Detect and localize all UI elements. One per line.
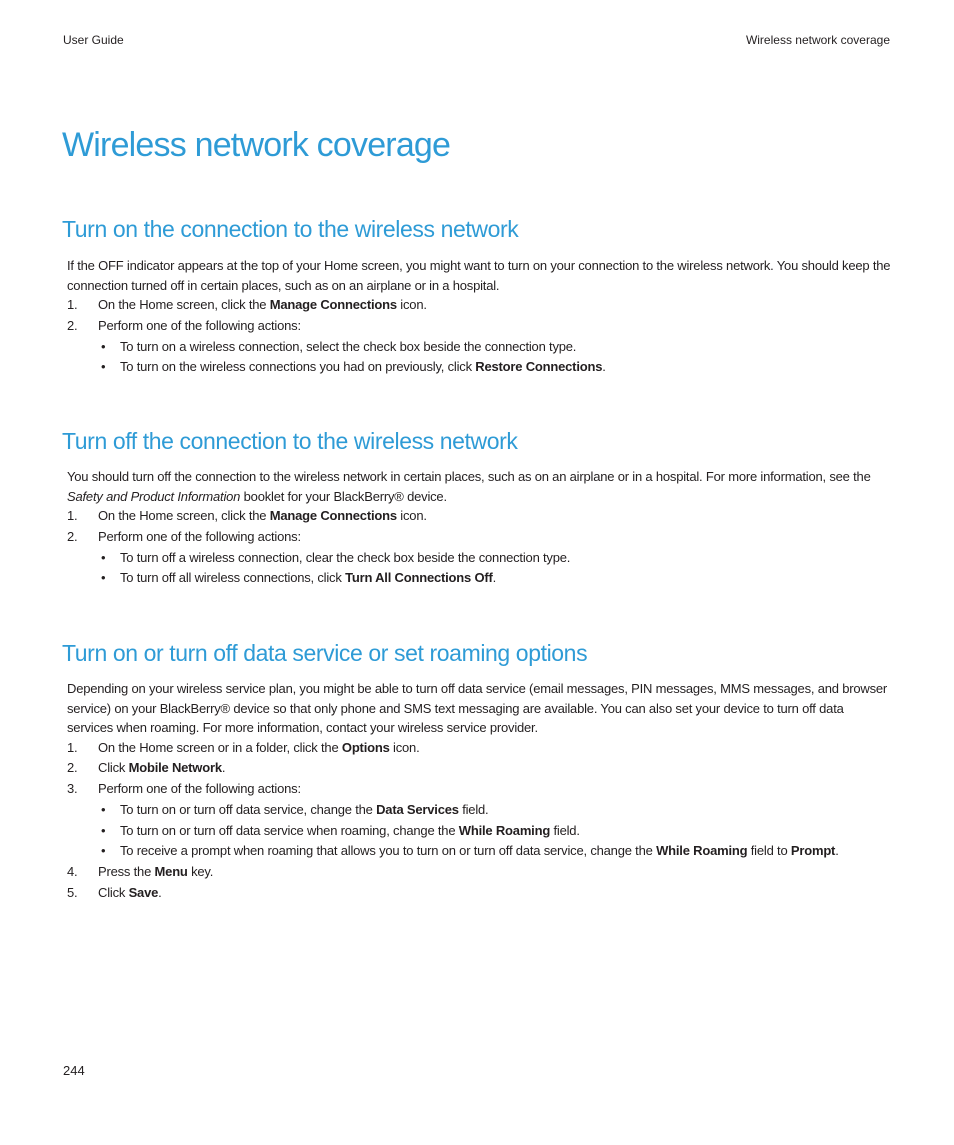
step-text [98,740,420,755]
step-text [98,297,427,312]
body-text: On the Home screen, click the [98,297,270,312]
document-title-text: Safety and Product Information [67,488,241,504]
step-text [98,885,162,900]
step-item [67,506,892,527]
step-number: 1. [67,739,78,755]
step-text [98,781,301,796]
bullet-list [98,548,892,590]
bullet-item [98,800,892,821]
step-number: 1. [67,508,78,523]
body-text: booklet for your BlackBerry® device. [240,488,447,504]
step-number: 2. [67,528,78,544]
body-text: field to [747,843,791,859]
step-list [62,295,892,378]
section-data-service-roaming [62,639,892,904]
step-item [67,738,892,759]
ui-label-text: Mobile Network [128,760,222,776]
page-title: Wireless network coverage [62,126,451,164]
ui-label-text: Restore Connections [475,359,603,375]
bullet-icon: • [101,822,106,838]
step-number: 4. [67,864,78,880]
step-text [98,508,427,523]
body-text: On the Home screen or in a folder, click the [98,739,342,755]
ui-label-text: Manage Connections [269,297,397,312]
body-text: To turn off all wireless connections, click [120,570,346,586]
section-turn-on-connection [62,215,892,378]
body-text: . [602,359,606,375]
step-item [67,527,892,589]
step-text [98,864,213,879]
section-heading: Turn off the connection to the wireless network [62,428,518,454]
body-text: On the Home screen, click the [98,508,270,523]
step-item [67,316,892,378]
bullet-icon: • [101,801,106,817]
body-text: . [492,570,497,586]
bullet-icon: • [101,843,106,859]
step-number: 3. [67,781,78,797]
bullet-icon: • [101,549,106,565]
body-text: If the OFF indicator appears at the top of your Home screen, you might want to turn on your connection to the wireless network. You should keep the connection turned off in certain places, such as on an airplane or in a hospital. [67,258,891,293]
bullet-icon: • [101,570,106,586]
step-text [98,760,225,775]
step-list [62,506,892,589]
step-number: 2. [67,317,78,333]
bullet-list [98,337,892,379]
body-text: field. [458,801,489,817]
bullet-item [98,821,892,842]
body-text: To turn on or turn off data service when roaming, change the [120,822,459,838]
section-intro [67,256,892,295]
step-number: 5. [67,885,78,901]
step-item [67,758,892,779]
body-text: . [158,885,162,901]
step-item [67,779,892,862]
body-text: icon. [396,508,427,523]
ui-label-text: Prompt [790,843,836,859]
ui-label-text: While Roaming [458,822,551,838]
step-list [62,738,892,904]
body-text: To turn off a wireless connection, clear the check box beside the connection type. [120,549,571,565]
step-text [98,529,301,544]
body-text: Perform one of the following actions: [98,317,301,333]
bullet-icon: • [101,338,106,354]
body-text: key. [187,864,214,880]
ui-label-text: Manage Connections [269,508,397,523]
section-heading: Turn on the connection to the wireless network [62,216,519,242]
body-text: To turn on a wireless connection, select the check box beside the connection type. [120,338,577,354]
body-text: icon. [396,297,427,312]
bullet-item [98,568,892,589]
body-text: To turn on or turn off data service, change the [120,801,377,817]
body-text: Press the [98,864,155,880]
page-number: 244 [63,1063,85,1078]
body-text: To receive a prompt when roaming that allows you to turn on or turn off data service, change the [120,843,657,859]
body-text: Perform one of the following actions: [98,528,301,544]
ui-label-text: Data Services [376,801,459,817]
section-turn-off-connection [62,427,892,589]
section-intro [67,679,892,738]
body-text: Perform one of the following actions: [98,781,301,797]
step-item [67,862,892,883]
step-number: 1. [67,297,78,312]
body-text: Depending on your wireless service plan, you might be able to turn off data service (email messages, PIN messages, MMS messages, and browser service) on your BlackBerry® device so that only phone and SMS text messaging are available. You can also set your device to turn off data services when roaming. For more information, contact your wireless service provider. [67,681,888,735]
bullet-icon: • [101,359,106,375]
ui-label-text: Turn All Connections Off [345,570,493,586]
step-text [98,318,301,333]
body-text: . [221,760,226,776]
running-header-right: Wireless network coverage [745,33,890,47]
body-text: To turn on the wireless connections you had on previously, click [120,359,476,375]
bullet-item [98,548,892,569]
section-intro [67,467,892,506]
section-heading: Turn on or turn off data service or set roaming options [62,640,588,666]
bullet-item [98,337,892,358]
ui-label-text: While Roaming [656,843,748,859]
body-text: You should turn off the connection to the wireless network in certain places, such as on an airplane or in a hospital. For more information, see the [67,469,871,484]
ui-label-text: Options [341,739,390,755]
body-text: icon. [389,739,420,755]
running-header-left: User Guide [63,33,124,47]
ui-label-text: Save [128,885,159,901]
step-item [67,295,892,316]
ui-label-text: Menu [154,864,188,880]
body-text: Click [98,885,129,901]
body-text: Click [98,760,129,776]
step-item [67,883,892,904]
bullet-list [98,800,892,862]
body-text: field. [550,822,580,838]
body-text: . [835,843,839,859]
bullet-item [98,357,892,378]
step-number: 2. [67,760,78,776]
bullet-item [98,841,892,862]
